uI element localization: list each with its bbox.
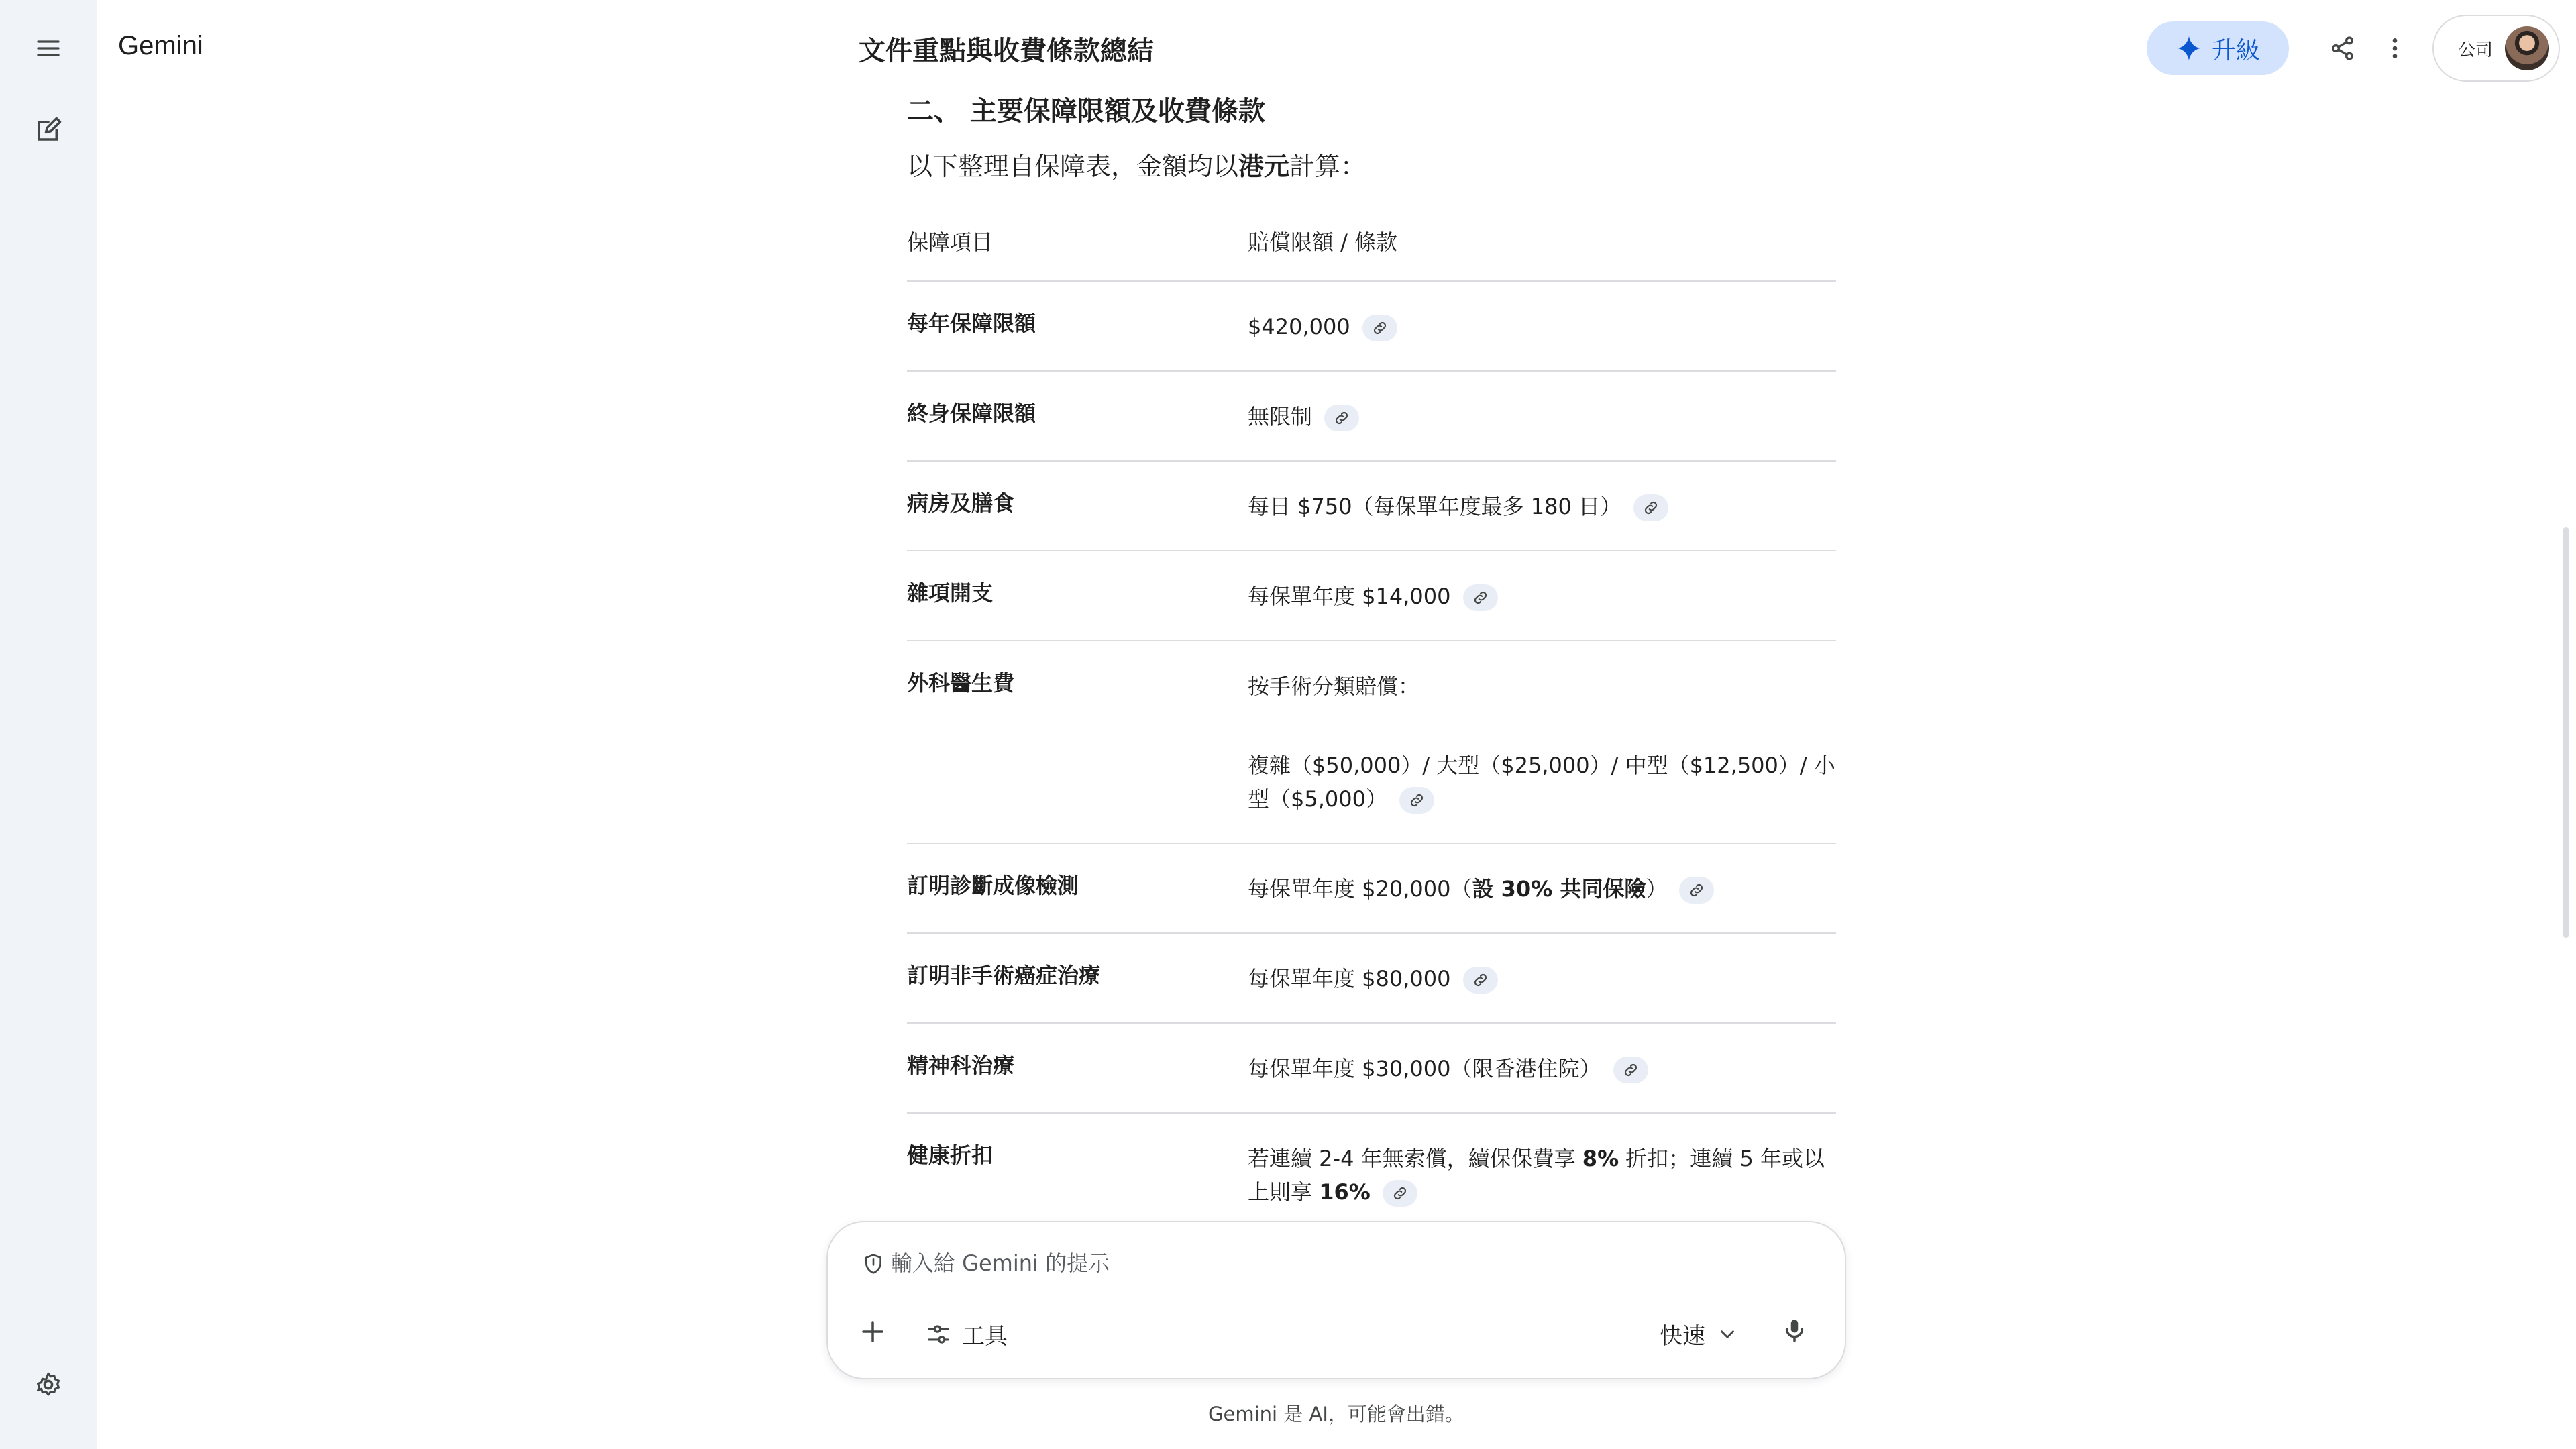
source-link-button[interactable]: [1324, 405, 1359, 431]
row-term: [1248, 281, 1836, 371]
mic-icon: [1780, 1316, 1809, 1344]
table-row: [907, 371, 1836, 461]
sparkle-icon: [2176, 35, 2202, 62]
row-term: [1248, 933, 1836, 1023]
table-header-row: [907, 215, 1836, 281]
menu-icon: [35, 35, 62, 62]
row-item: 訂明診斷成像檢測: [907, 843, 1248, 933]
mode-selector[interactable]: [1660, 1318, 1739, 1350]
menu-button[interactable]: [27, 27, 70, 70]
settings-icon: [34, 1371, 62, 1399]
source-link-button[interactable]: [1633, 494, 1668, 521]
row-item: 訂明非手術癌症治療: [907, 933, 1248, 1023]
table-row: [907, 461, 1836, 551]
source-link-button[interactable]: [1362, 315, 1397, 341]
tune-icon: [926, 1322, 951, 1347]
row-term-bold: 設 30% 共同保險: [1472, 876, 1646, 902]
section-heading: 二、 主要保障限額及收費條款: [907, 96, 1265, 127]
row-term: [1248, 1113, 1836, 1236]
app-title[interactable]: Gemini: [118, 31, 203, 60]
row-term-prefix: 每保單年度 $20,000（: [1248, 876, 1472, 902]
source-link-button[interactable]: [1679, 877, 1714, 904]
source-link-button[interactable]: [1463, 584, 1498, 611]
mode-label: 快速: [1660, 1323, 1705, 1350]
share-button[interactable]: [2321, 27, 2364, 70]
row-term: [1248, 843, 1836, 933]
settings-button[interactable]: [27, 1363, 70, 1406]
source-link-button[interactable]: [1463, 967, 1498, 994]
row-term-part-a: 若連續 2-4 年無索償，續保保費享: [1248, 1146, 1582, 1171]
table-row: [907, 1023, 1836, 1113]
row-term-text: 每保單年度 $14,000: [1248, 584, 1451, 609]
row-term-text: 每保單年度 $80,000: [1248, 966, 1451, 991]
side-rail: [0, 0, 97, 1449]
ai-disclaimer: Gemini 是 AI，可能會出錯。: [1208, 1403, 1464, 1426]
intro-prefix: 以下整理自保障表，金額均以: [907, 152, 1239, 181]
table-row: [907, 1113, 1836, 1236]
row-term-detail: [1248, 749, 1836, 816]
row-item: 精神科治療: [907, 1023, 1248, 1113]
response-content: [907, 87, 1836, 1237]
plus-icon: [859, 1318, 887, 1346]
edit-icon: [34, 116, 62, 144]
row-term-bold-a: 8%: [1582, 1146, 1619, 1171]
intro-suffix: 計算：: [1289, 152, 1366, 181]
section-intro: [907, 146, 1836, 182]
prompt-composer: [826, 1221, 1846, 1379]
tools-label: 工具: [962, 1323, 1008, 1350]
chevron-down-icon: [1716, 1323, 1739, 1346]
row-term-text: 每日 $750（每保單年度最多 180 日）: [1248, 494, 1622, 519]
link-icon: [1622, 1061, 1640, 1079]
link-icon: [1408, 792, 1426, 809]
link-icon: [1642, 499, 1660, 517]
source-link-button[interactable]: [1383, 1180, 1417, 1207]
row-term: [1248, 551, 1836, 641]
row-term-bold-d: 16%: [1319, 1179, 1371, 1205]
row-term: [1248, 641, 1836, 843]
intro-bold: 港元: [1238, 152, 1290, 181]
source-link-button[interactable]: [1399, 787, 1434, 814]
link-icon: [1391, 1185, 1409, 1202]
new-chat-button[interactable]: [27, 109, 70, 152]
link-icon: [1333, 409, 1350, 427]
link-icon: [1371, 319, 1389, 337]
more-options-button[interactable]: [2373, 27, 2416, 70]
row-item: 健康折扣: [907, 1113, 1248, 1236]
row-term-part-c: 折扣；連續 5 年或以上則享: [1248, 1146, 1825, 1205]
row-term: [1248, 1023, 1836, 1113]
row-term: [1248, 371, 1836, 461]
row-term-text: $420,000: [1248, 314, 1350, 339]
add-button[interactable]: [859, 1318, 887, 1346]
source-link-button[interactable]: [1613, 1057, 1648, 1083]
chat-title: 文件重點與收費條款總結: [859, 36, 1154, 66]
scrollbar[interactable]: [2563, 527, 2569, 938]
row-term-text: 按手術分類賠償：: [1248, 674, 1420, 699]
tools-button[interactable]: [926, 1318, 1008, 1350]
table-row: [907, 933, 1836, 1023]
upgrade-button[interactable]: [2147, 21, 2289, 75]
avatar[interactable]: [2505, 26, 2549, 70]
column-header-item: 保障項目: [907, 215, 1248, 281]
row-item: 終身保障限額: [907, 371, 1248, 461]
microphone-button[interactable]: [1780, 1316, 1809, 1344]
coverage-table: [907, 215, 1836, 1237]
table-row: [907, 551, 1836, 641]
link-icon: [1472, 971, 1489, 989]
column-header-term: 賠償限額 / 條款: [1248, 215, 1836, 281]
account-label: 公司: [2458, 40, 2493, 60]
row-term-suffix: ）: [1646, 876, 1668, 902]
account-chip[interactable]: [2432, 15, 2560, 82]
row-term-text: 無限制: [1248, 404, 1313, 429]
row-item: 每年保障限額: [907, 281, 1248, 371]
more-vert-icon: [2381, 35, 2408, 62]
prompt-input[interactable]: [860, 1244, 1831, 1283]
row-item: 雜項開支: [907, 551, 1248, 641]
row-term-detail-text: 複雜（$50,000）/ 大型（$25,000）/ 中型（$12,500）/ 小型（$5,000）: [1248, 753, 1835, 812]
upgrade-label: 升級: [2211, 36, 2260, 64]
table-row: [907, 641, 1836, 843]
table-row: [907, 281, 1836, 371]
row-term-text: 每保單年度 $30,000（限香港住院）: [1248, 1056, 1601, 1081]
row-term: [1248, 461, 1836, 551]
row-item: 病房及膳食: [907, 461, 1248, 551]
table-row: [907, 843, 1836, 933]
link-icon: [1688, 881, 1705, 899]
row-item: 外科醫生費: [907, 641, 1248, 843]
share-icon: [2329, 35, 2356, 62]
link-icon: [1472, 589, 1489, 606]
